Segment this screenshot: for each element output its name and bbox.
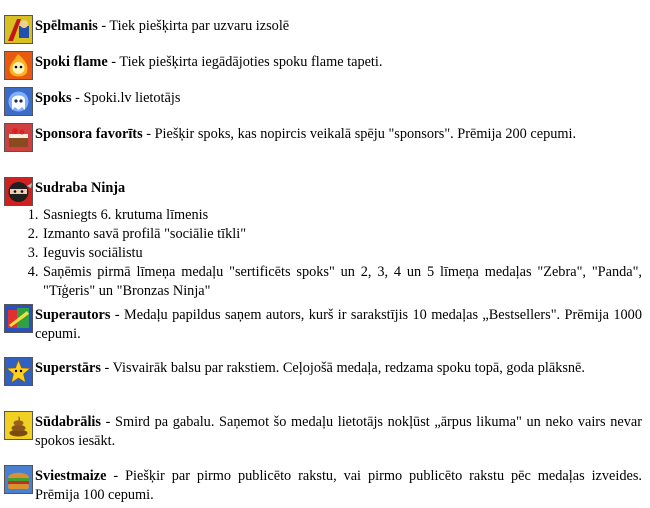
medal-entry-superautors: Superautors - Medaļu papildus saņem autors, kurš ir sarakstījis 10 medaļas „Bestsellers". Prēmija 1000 cepumi. bbox=[4, 306, 642, 344]
ninja-requirements-list bbox=[4, 206, 642, 301]
superstar-badge-icon bbox=[4, 357, 33, 386]
medal-description: Tiek piešķirta par uzvaru izsolē bbox=[109, 18, 290, 34]
medal-description: Piešķir spoks, kas nopircis veikalā spēju "sponsors". Prēmija 200 cepumi. bbox=[154, 126, 577, 142]
gambler-badge-icon bbox=[4, 15, 33, 44]
list-item: 1. Sasniegts 6. krutuma līmenis bbox=[42, 206, 642, 225]
poop-badge-icon bbox=[4, 411, 33, 440]
medal-title: Sponsora favorīts bbox=[35, 126, 143, 142]
medal-description: Spoki.lv lietotājs bbox=[83, 90, 181, 106]
sponsor-cake-badge-icon bbox=[4, 123, 33, 152]
ghost-badge-icon bbox=[4, 87, 33, 116]
flame-ghost-badge-icon bbox=[4, 51, 33, 80]
medal-title: Spoki flame bbox=[35, 54, 108, 70]
medal-entry-sudabralis: Sūdabrālis - Smird pa gabalu. Saņemot šo medaļu lietotājs nokļūst „ārpus likuma" un neko vairs nevar spokos iesākt. bbox=[4, 413, 642, 451]
ninja-badge-icon bbox=[4, 177, 33, 206]
medal-title: Superautors bbox=[35, 307, 111, 323]
medal-title: Sudraba Ninja bbox=[35, 180, 126, 196]
medal-entry-sponsora-favorits: Sponsora favorīts - Piešķir spoks, kas nopircis veikalā spēju "sponsors". Prēmija 200 cepumi. bbox=[4, 125, 642, 152]
medal-title: Spoks bbox=[35, 90, 72, 106]
medal-entry-superstars: Superstārs - Visvairāk balsu par rakstiem. Ceļojošā medaļa, redzama spoku topā, goda plāksnē. bbox=[4, 359, 642, 386]
medal-description: Visvairāk balsu par rakstiem. Ceļojošā medaļa, redzama spoku topā, goda plāksnē. bbox=[112, 360, 585, 376]
medal-entry-spelmanis: Spēlmanis - Tiek piešķirta par uzvaru izsolē bbox=[4, 17, 642, 44]
medal-entry-sudraba-ninja bbox=[4, 179, 642, 301]
list-item: 3. Ieguvis sociālistu bbox=[42, 244, 642, 263]
medal-description: Smird pa gabalu. Saņemot šo medaļu lietotājs nokļūst „ārpus likuma" un neko vairs nevar spokos iesākt. bbox=[35, 414, 642, 449]
list-item: 2. Izmanto savā profilā "sociālie tīkli" bbox=[42, 225, 642, 244]
medal-title: Superstārs bbox=[35, 360, 101, 376]
sandwich-badge-icon bbox=[4, 465, 33, 494]
medal-title: Sviestmaize bbox=[35, 468, 107, 484]
medal-title: Spēlmanis bbox=[35, 18, 98, 34]
super-author-badge-icon bbox=[4, 304, 33, 333]
medal-description: Tiek piešķirta iegādājoties spoku flame tapeti. bbox=[119, 54, 383, 70]
medal-description: Piešķir par pirmo publicēto rakstu, vai pirmo publicēto rakstu pēc medaļas izveides. Prēmija 100 cepumi. bbox=[35, 468, 642, 503]
medal-entry-spoks: Spoks - Spoki.lv lietotājs bbox=[4, 89, 642, 116]
medal-title: Sūdabrālis bbox=[35, 414, 101, 430]
medal-entry-spoki-flame: Spoki flame - Tiek piešķirta iegādājoties spoku flame tapeti. bbox=[4, 53, 642, 80]
medal-entry-sviestmaize: Sviestmaize - Piešķir par pirmo publicēto rakstu, vai pirmo publicēto rakstu pēc medaļas izveides. Prēmija 100 cepumi. bbox=[4, 467, 642, 505]
list-item: 4. Saņēmis pirmā līmeņa medaļu "sertificēts spoks" un 2, 3, 4 un 5 līmeņa medaļas "Zebra", "Panda", "Tīģeris" un "Bronzas Ninja" bbox=[42, 263, 642, 301]
medal-description: Medaļu papildus saņem autors, kurš ir sarakstījis 10 medaļas „Bestsellers". Prēmija 1000 cepumi. bbox=[35, 307, 642, 342]
